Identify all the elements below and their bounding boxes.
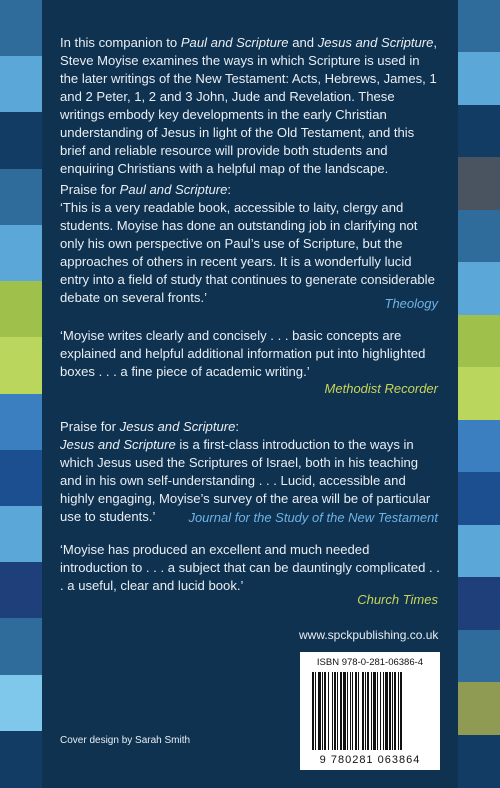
review-quote-theology: ‘This is a very readable book, accessible to laity, clergy and students. Moyise has done an outstanding job in clarifying not only his own perspective on Paul’s use of Scripture, but the approaches of others in recent years. It is a wonderfully lucid entry into a field of study that continues to generate considerable debate on several fronts.’ xyxy=(60,200,435,305)
decorative-stripe xyxy=(458,157,500,210)
decorative-stripe xyxy=(0,731,42,788)
review-quote-jsnt: Jesus and Scripture is a first-class introduction to the ways in which Jesus used the Scriptures of Israel, both in his teaching and in his own self-understanding . . . Lucid, accessible and highly engaging, Moyise’s survey of the area will be of particular use to students.’ xyxy=(60,437,431,524)
decorative-stripe xyxy=(0,169,42,226)
decorative-stripe xyxy=(458,472,500,525)
barcode-number: 9 780281 063864 xyxy=(319,754,421,766)
book-description: In this companion to Paul and Scripture and Jesus and Scripture, Steve Moyise examines the ways in which Scripture is used in the later writings of the New Testament: Acts, Hebrews, James, 1 and 2 Peter, 1, 2 and 3 John, Jude and Revelation. These writings embody key developments in the early Christian understanding of Jesus in light of the Old Testament, and this brief and reliable resource will provide both students and enquiring Christians with a helpful map of the landscape. xyxy=(60,35,438,176)
decorative-stripe xyxy=(458,315,500,368)
decorative-stripe xyxy=(458,735,500,788)
praise-heading-paul: Praise for Paul and Scripture: xyxy=(60,182,232,197)
decorative-stripe xyxy=(0,225,42,282)
left-stripe-band xyxy=(0,0,42,787)
decorative-stripe xyxy=(458,630,500,683)
decorative-stripe xyxy=(458,0,500,53)
decorative-stripe xyxy=(458,525,500,578)
review-source-church-times: Church Times xyxy=(357,592,438,607)
decorative-stripe xyxy=(0,0,42,57)
decorative-stripe xyxy=(458,262,500,315)
decorative-stripe xyxy=(0,675,42,732)
decorative-stripe xyxy=(458,105,500,158)
decorative-stripe xyxy=(0,112,42,169)
decorative-stripe xyxy=(458,577,500,630)
praise-heading-jesus: Praise for Jesus and Scripture: xyxy=(60,419,240,434)
decorative-stripe xyxy=(0,394,42,451)
isbn-barcode xyxy=(300,652,440,770)
review-source-jsnt: Journal for the Study of the New Testament xyxy=(188,510,438,525)
cover-design-credit: Cover design by Sarah Smith xyxy=(60,735,191,746)
review-quote-church-times: ‘Moyise has produced an excellent and much needed introduction to . . . a subject that can be dauntingly complicated . . . a useful, clear and lucid book.’ xyxy=(60,542,440,593)
decorative-stripe xyxy=(458,52,500,105)
publisher-website[interactable]: www.spckpublishing.co.uk xyxy=(299,628,439,642)
isbn-text: ISBN 978-0-281-06386-4 xyxy=(316,657,424,668)
decorative-stripe xyxy=(0,450,42,507)
decorative-stripe xyxy=(0,562,42,619)
right-stripe-band xyxy=(458,0,500,787)
decorative-stripe xyxy=(0,618,42,675)
decorative-stripe xyxy=(0,281,42,338)
review-quote-methodist-recorder: ‘Moyise writes clearly and concisely . . . basic concepts are explained and helpful additional information put into highlighted boxes . . . a fine piece of academic writing.’ xyxy=(60,328,426,379)
decorative-stripe xyxy=(0,506,42,563)
decorative-stripe xyxy=(0,56,42,113)
decorative-stripe xyxy=(458,367,500,420)
decorative-stripe xyxy=(0,337,42,394)
decorative-stripe xyxy=(458,682,500,735)
review-source-methodist-recorder: Methodist Recorder xyxy=(324,381,438,396)
review-source-theology: Theology xyxy=(384,296,438,311)
barcode-graphic xyxy=(312,672,432,750)
decorative-stripe xyxy=(458,210,500,263)
decorative-stripe xyxy=(458,420,500,473)
